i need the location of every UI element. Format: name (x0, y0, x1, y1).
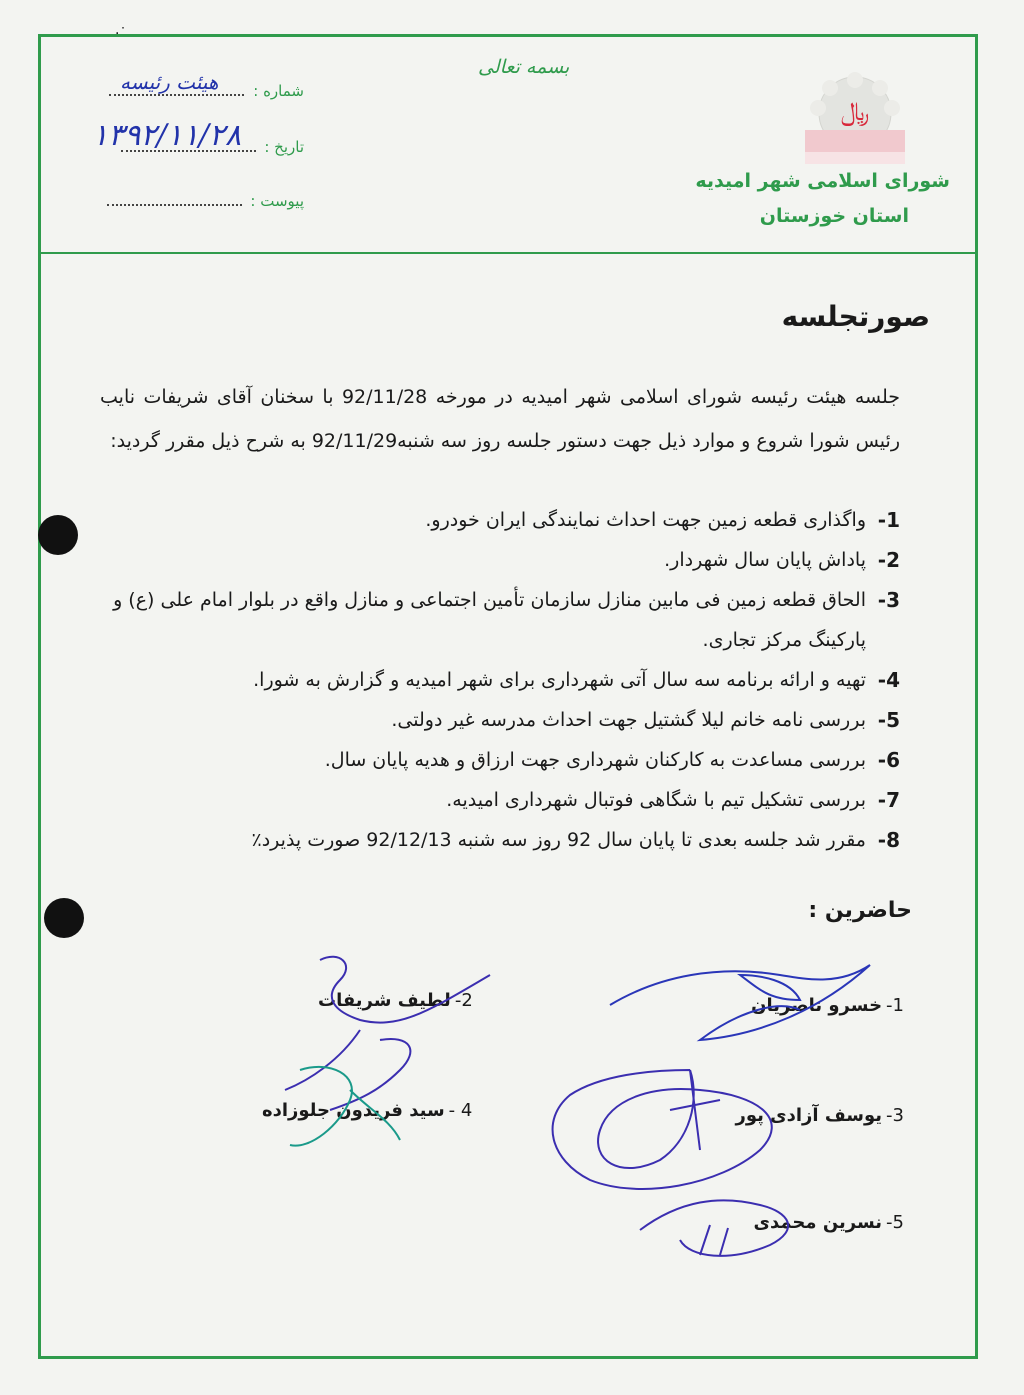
agenda-item: 5- بررسی نامه خانم لیلا گشتیل جهت احداث مدرسه غیر دولتی. (391, 708, 900, 732)
attachment-line (107, 190, 242, 206)
number-value: هیئت رئیسه (120, 70, 219, 94)
agenda-item: 6- بررسی مساعدت به کارکنان شهرداری جهت ارزاق و هدیه پایان سال. (324, 748, 900, 772)
province-name: استان خوزستان (759, 205, 909, 227)
date-label: تاریخ : (264, 138, 304, 156)
council-emblem-icon (790, 68, 920, 168)
agenda-item: 2- پاداش پایان سال شهردار. (664, 548, 900, 572)
header-divider (38, 252, 978, 254)
council-name: شورای اسلامی شهر امیدیه (695, 170, 950, 192)
agenda-item: 8- مقرر شد جلسه بعدی تا پایان سال 92 روز سه شنبه 92/12/13 صورت پذیرد٪ (251, 828, 900, 852)
agenda-item: 4- تهیه و ارائه برنامه سه سال آتی شهرداری برای شهر امیدیه و گزارش به شورا. (253, 668, 900, 692)
agenda-item: 3- الحاق قطعه زمین فی مابین منازل سازمان تأمین اجتماعی و منازل واقع در بلوار امام علی (ع) و پارکینگ مرکز تجاری. (113, 588, 900, 651)
document-title: صورتجلسه (781, 300, 930, 333)
attachment-label: پیوست : (250, 192, 304, 210)
attendees-title: حاضرین : (808, 898, 912, 923)
attendee-1: 1-خسرو ناصریان (751, 995, 904, 1016)
attendee-5: 5-نسرین محمدی (753, 1212, 904, 1233)
agenda-list (100, 500, 900, 860)
scan-mark: ·˙ (115, 26, 127, 42)
svg-text:﷼: ﷼ (840, 97, 870, 127)
attachment-field (84, 190, 304, 210)
date-value: ۱۳۹۲/۱۱/۲۸ (92, 118, 242, 153)
punch-hole-top (38, 515, 78, 555)
besmellah: بسمه تعالی (478, 56, 570, 78)
agenda-item: 1- واگذاری قطعه زمین جهت احداث نمایندگی ایران خودرو. (425, 508, 900, 532)
agenda-item: 7- بررسی تشکیل تیم با شگاهی فوتبال شهرداری امیدیه. (446, 788, 900, 812)
attendee-4: 4 -سید فریدون جلوزاده (262, 1100, 473, 1121)
attendee-2: 2-لطیف شریفات (318, 990, 473, 1011)
attendee-3: 3-یوسف آزادی پور (735, 1105, 904, 1126)
punch-hole-bottom (44, 898, 84, 938)
intro-paragraph: جلسه هیئت رئیسه شورای اسلامی شهر امیدیه در مورخه 92/11/28 با سخنان آقای شریفات نایب رئیس شورا شروع و موارد ذیل جهت دستور جلسه روز سه شنبه92/11/29 به شرح ذیل مقرر گردید: (100, 386, 900, 452)
number-label: شماره : (253, 82, 304, 100)
